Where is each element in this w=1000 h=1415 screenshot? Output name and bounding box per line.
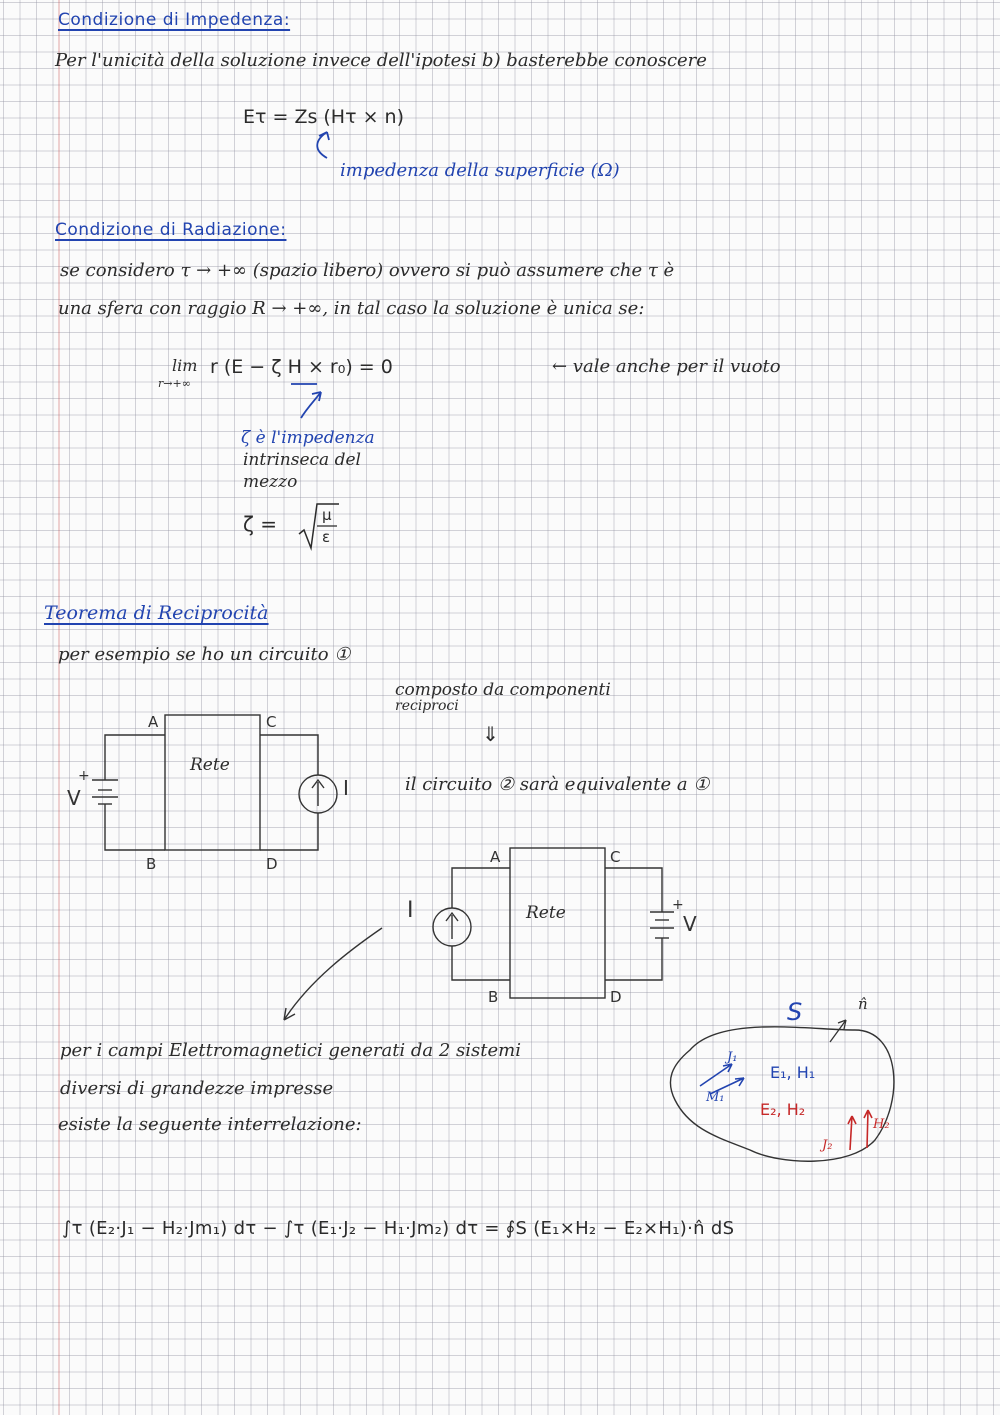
impedenza-note: impedenza della superficie (Ω) — [340, 160, 620, 181]
e1h1-label: E₁, H₁ — [770, 1063, 816, 1082]
impedenza-formula: Eτ = Zs (Hτ × n) — [243, 106, 404, 128]
c1-network-label: Rete — [190, 755, 230, 775]
c1-node-b: B — [146, 855, 157, 873]
c2-plus-sign: + — [672, 897, 684, 913]
c2-node-d: D — [610, 988, 622, 1006]
c1-node-a: A — [148, 713, 159, 731]
limit-expression: r (E − ζ H × r₀) = 0 — [210, 356, 393, 378]
c2-network-label: Rete — [526, 903, 566, 923]
sqrt-sign — [297, 500, 342, 552]
circuit-1 — [60, 700, 380, 890]
impedenza-arrow — [305, 128, 345, 173]
c1-node-c: C — [266, 713, 277, 731]
c1-node-d: D — [266, 855, 278, 873]
zeta-arrow — [285, 380, 335, 430]
limit-operator: lim — [172, 356, 198, 375]
curved-arrow — [270, 920, 400, 1050]
zeta-formula-den: ε — [322, 528, 331, 546]
impedenza-text: Per l'unicità della soluzione invece dell'ipotesi b) basterebbe conoscere — [55, 50, 707, 71]
zeta-formula-num: μ — [322, 506, 332, 524]
section-title-impedenza: Condizione di Impedenza: — [58, 10, 291, 30]
j2-label: J₂ — [822, 1138, 833, 1153]
h2-label: H₂ — [873, 1117, 890, 1132]
limit-note: ← vale anche per il vuoto — [552, 356, 781, 377]
radiazione-line2: una sfera con raggio R → +∞, in tal caso la soluzione è unica se: — [58, 298, 645, 319]
normal-vector-label: n̂ — [858, 995, 868, 1013]
c1-voltage-label: V — [67, 786, 81, 810]
limit-subscript: r→+∞ — [158, 377, 191, 390]
composto-line2: reciproci — [395, 698, 459, 714]
zeta-formula-lhs: ζ = — [243, 512, 277, 536]
e2h2-label: E₂, H₂ — [760, 1100, 806, 1119]
section-title-radiazione: Condizione di Radiazione: — [55, 220, 287, 240]
campi-line3: esiste la seguente interrelazione: — [58, 1114, 362, 1135]
m1-label: M₁ — [706, 1090, 725, 1105]
c2-node-c: C — [610, 848, 621, 866]
implies-arrow: ⇓ — [482, 722, 499, 746]
equivalence-text: il circuito ② sarà equivalente a ① — [405, 774, 710, 795]
reciprocity-integral: ∫τ (E₂·J₁ − H₂·Jm₁) dτ − ∫τ (E₁·J₂ − H₁·Jm₂) dτ = ∮S (E₁×H₂ − E₂×H₁)·n̂ dS — [62, 1218, 735, 1239]
campi-line1: per i campi Elettromagnetici generati da 2 sistemi — [60, 1040, 521, 1061]
campi-line2: diversi di grandezze impresse — [60, 1078, 334, 1099]
radiazione-line1: se considero τ → +∞ (spazio libero) ovvero si può assumere che τ è — [60, 260, 675, 281]
c2-node-a: A — [490, 848, 501, 866]
c2-node-b: B — [488, 988, 499, 1006]
c1-current-label: I — [343, 776, 349, 800]
reciprocita-line1: per esempio se ho un circuito ① — [58, 644, 351, 665]
zeta-note-3: mezzo — [243, 472, 298, 492]
c1-plus-sign: + — [78, 768, 90, 784]
zeta-note-1: ζ è l'impedenza — [241, 428, 375, 448]
c2-voltage-label: V — [683, 912, 697, 936]
zeta-note-2: intrinseca del — [243, 450, 361, 470]
j1-label: J₁ — [727, 1050, 738, 1065]
section-title-reciprocita: Teorema di Reciprocità — [44, 602, 269, 624]
composto-line1: composto da componenti — [395, 680, 611, 700]
c2-current-label: I — [407, 898, 414, 923]
surface-label-s: S — [787, 998, 803, 1026]
